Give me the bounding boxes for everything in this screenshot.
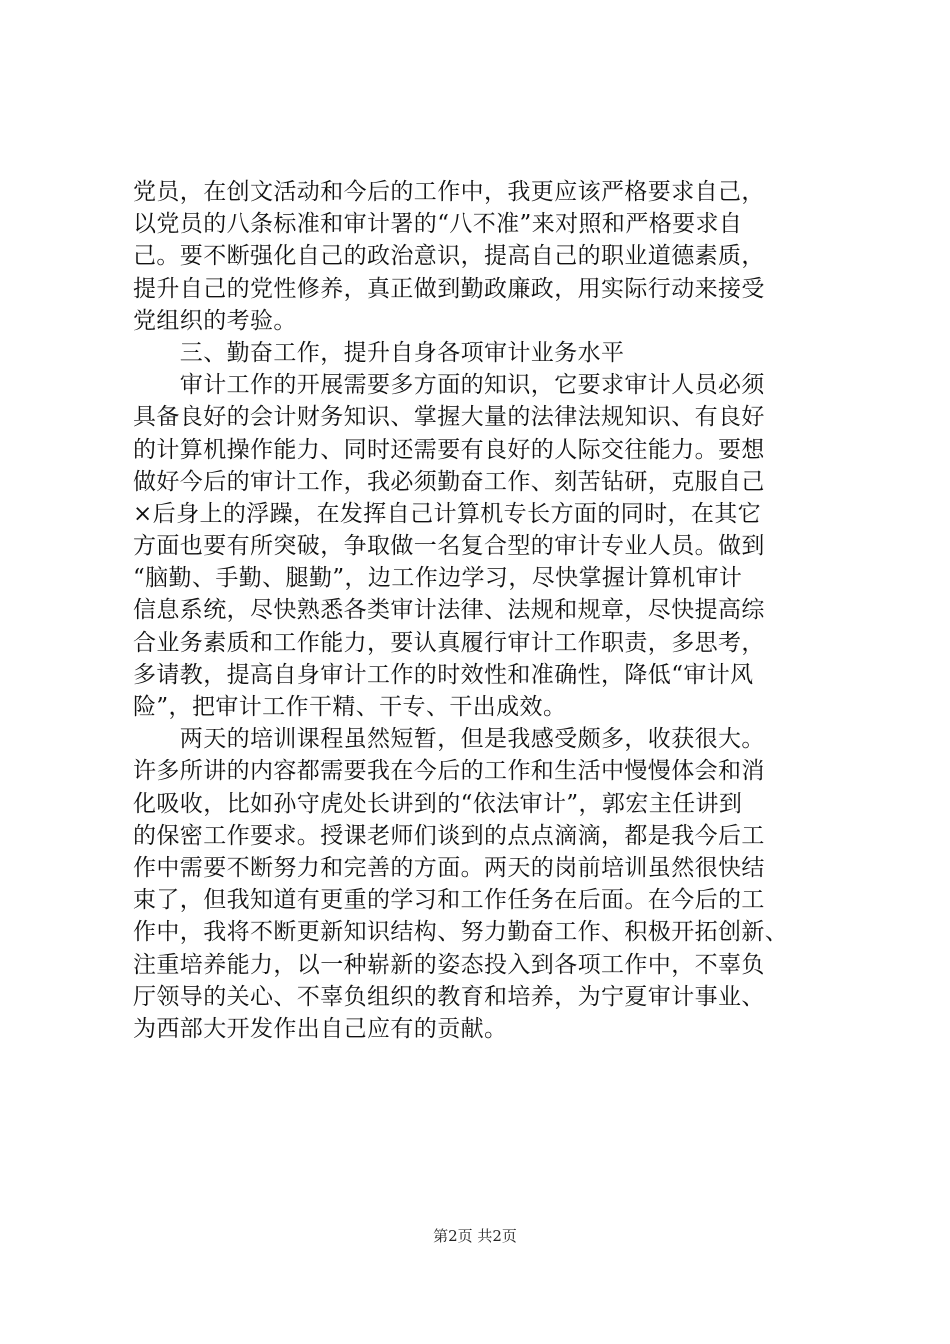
- body-text: [133, 176, 833, 1045]
- text-line: 作中，我将不断更新知识结构、努力勤奋工作、积极开拓创新、: [133, 919, 789, 946]
- page-footer: 第2页 共2页: [433, 1227, 517, 1245]
- text-line: 己。要不断强化自己的政治意识，提高自己的职业道德素质，: [133, 243, 765, 270]
- text-line: 方面也要有所突破，争取做一名复合型的审计专业人员。做到: [133, 533, 765, 560]
- text-line: “脑勤、手勤、腿勤”，边工作边学习，尽快掌握计算机审计: [133, 565, 743, 592]
- text-line: 审计工作的开展需要多方面的知识，它要求审计人员必须: [133, 372, 765, 399]
- text-line: 的计算机操作能力、同时还需要有良好的人际交往能力。要想: [133, 436, 765, 463]
- text-line: 具备良好的会计财务知识、掌握大量的法律法规知识、有良好: [133, 404, 765, 431]
- text-line: 信息系统，尽快熟悉各类审计法律、法规和规章，尽快提高综: [133, 597, 765, 624]
- text-line: 许多所讲的内容都需要我在今后的工作和生活中慢慢体会和消: [133, 758, 765, 785]
- text-line: 两天的培训课程虽然短暂，但是我感受颇多，收获很大。: [133, 726, 765, 753]
- text-line: 以党员的八条标准和审计署的“八不准”来对照和严格要求自: [133, 211, 743, 238]
- text-line: 险”，把审计工作干精、干专、干出成效。: [133, 694, 567, 720]
- text-line: 为西部大开发作出自己应有的贡献。: [133, 1015, 508, 1042]
- text-line: 化吸收，比如孙守虎处长讲到的“依法审计”，郭宏主任讲到: [133, 790, 743, 817]
- text-line: 党组织的考验。: [133, 307, 297, 334]
- text-line: 的保密工作要求。授课老师们谈到的点点滴滴，都是我今后工: [133, 822, 765, 849]
- text-line: 提升自己的党性修养，真正做到勤政廉政，用实际行动来接受: [133, 275, 765, 302]
- text-line: 注重培养能力，以一种崭新的姿态投入到各项工作中，不辜负: [133, 951, 765, 978]
- text-line: 三、勤奋工作，提升自身各项审计业务水平: [133, 339, 625, 366]
- text-line: ×后身上的浮躁，在发挥自己计算机专长方面的同时，在其它: [133, 500, 762, 527]
- text-line: 束了，但我知道有更重的学习和工作任务在后面。在今后的工: [133, 887, 765, 914]
- text-line: 厅领导的关心、不辜负组织的教育和培养，为宁夏审计事业、: [133, 983, 765, 1010]
- text-line: 多请教，提高自身审计工作的时效性和准确性，降低“审计风: [133, 661, 754, 688]
- text-line: 合业务素质和工作能力，要认真履行审计工作职责，多思考，: [133, 629, 765, 656]
- text-line: 党员，在创文活动和今后的工作中，我更应该严格要求自己，: [133, 179, 765, 205]
- text-line: 做好今后的审计工作，我必须勤奋工作、刻苦钻研，克服自己: [133, 468, 765, 495]
- text-line: 作中需要不断努力和完善的方面。两天的岗前培训虽然很快结: [133, 854, 765, 881]
